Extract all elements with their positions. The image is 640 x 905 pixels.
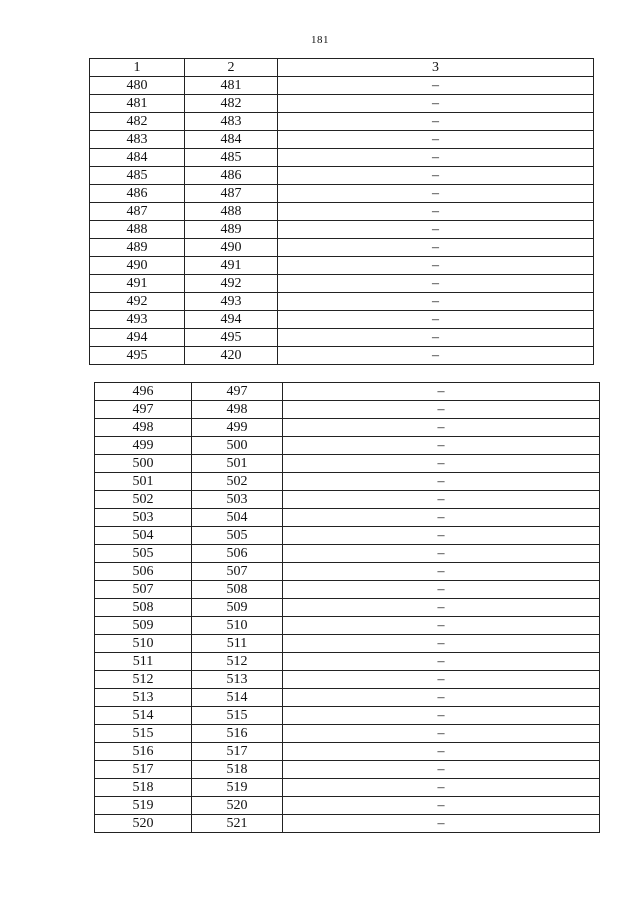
table-cell-col-3: – <box>283 599 600 617</box>
table-cell-col-3: – <box>278 95 594 113</box>
table-cell-col-2: 495 <box>185 329 278 347</box>
table-row <box>95 815 600 833</box>
table-cell-col-1: 490 <box>90 257 185 275</box>
table-row <box>95 725 600 743</box>
table-cell-col-1: 495 <box>90 347 185 365</box>
table-cell-col-2: 512 <box>192 653 283 671</box>
table-cell-col-1: 488 <box>90 221 185 239</box>
table-cell-col-3: – <box>278 293 594 311</box>
table-cell-col-1: 512 <box>95 671 192 689</box>
table-cell-col-3: – <box>283 743 600 761</box>
table-cell-col-2: 483 <box>185 113 278 131</box>
table-cell-col-3: – <box>283 545 600 563</box>
table-cell-col-1: 506 <box>95 563 192 581</box>
table-cell-col-2: 485 <box>185 149 278 167</box>
table-cell-col-3: – <box>283 671 600 689</box>
table-cell-col-2: 499 <box>192 419 283 437</box>
table-cell-col-2: 492 <box>185 275 278 293</box>
table-row <box>95 527 600 545</box>
table-cell-col-1: 498 <box>95 419 192 437</box>
table-cell-col-2: 502 <box>192 473 283 491</box>
table-cell-col-2: 493 <box>185 293 278 311</box>
table-cell-col-2: 497 <box>192 383 283 401</box>
table-cell-col-3: – <box>283 689 600 707</box>
table-cell-col-2: 520 <box>192 797 283 815</box>
table-cell-col-1: 505 <box>95 545 192 563</box>
table-row <box>95 761 600 779</box>
table-cell-col-2: 507 <box>192 563 283 581</box>
table-row <box>95 617 600 635</box>
table-cell-col-2: 484 <box>185 131 278 149</box>
table-row <box>95 635 600 653</box>
table-cell-col-3: – <box>278 149 594 167</box>
table-cell-col-1: 513 <box>95 689 192 707</box>
table-cell-col-3: – <box>283 437 600 455</box>
table-cell-col-2: 494 <box>185 311 278 329</box>
table-cell-col-3: – <box>283 725 600 743</box>
table-row <box>90 275 594 293</box>
table-cell-col-1: 486 <box>90 185 185 203</box>
table-row <box>90 221 594 239</box>
table-cell-col-2: 487 <box>185 185 278 203</box>
table-cell-col-1: 497 <box>95 401 192 419</box>
table-cell-col-2: 509 <box>192 599 283 617</box>
table-cell-col-1: 492 <box>90 293 185 311</box>
table-row <box>90 185 594 203</box>
table-cell-col-1: 496 <box>95 383 192 401</box>
table-cell-col-1: 503 <box>95 509 192 527</box>
table-cell-col-3: – <box>283 617 600 635</box>
table-cell-col-3: – <box>278 113 594 131</box>
table-cell-col-2: 510 <box>192 617 283 635</box>
table-cell-col-2: 521 <box>192 815 283 833</box>
table-cell-col-1: 520 <box>95 815 192 833</box>
table-cell-col-2: 516 <box>192 725 283 743</box>
table-cell-col-3: – <box>278 275 594 293</box>
table-row <box>90 239 594 257</box>
table-row <box>90 311 594 329</box>
table-row <box>95 653 600 671</box>
table-row <box>95 455 600 473</box>
table-row <box>95 797 600 815</box>
table-cell-col-3: – <box>283 653 600 671</box>
table-cell-col-3: – <box>283 815 600 833</box>
table-row <box>95 671 600 689</box>
table-cell-col-3: – <box>278 239 594 257</box>
table-row <box>90 77 594 95</box>
table-cell-col-3: – <box>283 401 600 419</box>
table-row <box>95 383 600 401</box>
table-cell-col-3: – <box>283 383 600 401</box>
table-row <box>95 707 600 725</box>
table-cell-col-2: 489 <box>185 221 278 239</box>
table-row <box>95 419 600 437</box>
table-cell-col-1: 509 <box>95 617 192 635</box>
table-cell-col-3: – <box>283 635 600 653</box>
table-cell-col-1: 502 <box>95 491 192 509</box>
table-bottom-body <box>95 383 600 833</box>
table-cell-col-2: 482 <box>185 95 278 113</box>
table-cell-col-2: 490 <box>185 239 278 257</box>
table-cell-col-2: 518 <box>192 761 283 779</box>
table-cell-col-1: 511 <box>95 653 192 671</box>
table-cell-col-1: 514 <box>95 707 192 725</box>
table-cell-col-3: – <box>283 419 600 437</box>
table-row <box>90 167 594 185</box>
table-header-row <box>90 59 594 77</box>
table-row <box>90 293 594 311</box>
table-cell-col-3: – <box>278 221 594 239</box>
table-row <box>95 581 600 599</box>
table-cell-col-1: 507 <box>95 581 192 599</box>
table-cell-col-3: – <box>278 167 594 185</box>
table-cell-col-3: – <box>278 203 594 221</box>
table-row <box>95 689 600 707</box>
table-cell-col-1: 510 <box>95 635 192 653</box>
table-cell-col-3: – <box>278 329 594 347</box>
table-row <box>95 743 600 761</box>
table-cell-col-3: – <box>278 131 594 149</box>
data-table-top <box>89 58 594 365</box>
table-cell-col-1: 516 <box>95 743 192 761</box>
table-cell-col-2: 506 <box>192 545 283 563</box>
table-cell-col-2: 519 <box>192 779 283 797</box>
table-row <box>95 509 600 527</box>
table-row <box>95 599 600 617</box>
table-row <box>95 491 600 509</box>
data-table-bottom <box>94 382 600 833</box>
table-cell-col-3: – <box>283 455 600 473</box>
table-cell-col-2: 508 <box>192 581 283 599</box>
table-cell-col-1: 504 <box>95 527 192 545</box>
table-cell-col-1: 489 <box>90 239 185 257</box>
table-cell-col-1: 485 <box>90 167 185 185</box>
table-cell-col-3: – <box>283 473 600 491</box>
table-row <box>95 563 600 581</box>
table-cell-col-3: – <box>283 707 600 725</box>
table-row <box>95 545 600 563</box>
table-cell-col-1: 491 <box>90 275 185 293</box>
table-row <box>90 113 594 131</box>
table-row <box>95 779 600 797</box>
table-row <box>95 437 600 455</box>
column-header-1: 1 <box>90 59 185 77</box>
column-header-2: 2 <box>185 59 278 77</box>
table-cell-col-2: 500 <box>192 437 283 455</box>
table-row <box>90 257 594 275</box>
table-row <box>95 473 600 491</box>
table-cell-col-3: – <box>278 77 594 95</box>
table-cell-col-3: – <box>283 779 600 797</box>
table-row <box>90 131 594 149</box>
table-cell-col-2: 514 <box>192 689 283 707</box>
table-cell-col-1: 500 <box>95 455 192 473</box>
table-cell-col-1: 493 <box>90 311 185 329</box>
table-cell-col-3: – <box>278 257 594 275</box>
table-cell-col-1: 480 <box>90 77 185 95</box>
table-cell-col-3: – <box>283 581 600 599</box>
table-cell-col-2: 501 <box>192 455 283 473</box>
table-cell-col-2: 503 <box>192 491 283 509</box>
table-row <box>90 347 594 365</box>
page-number: 181 <box>311 34 329 46</box>
table-cell-col-2: 517 <box>192 743 283 761</box>
table-cell-col-3: – <box>283 509 600 527</box>
table-cell-col-2: 498 <box>192 401 283 419</box>
table-cell-col-1: 482 <box>90 113 185 131</box>
table-cell-col-1: 515 <box>95 725 192 743</box>
table-cell-col-2: 481 <box>185 77 278 95</box>
table-cell-col-3: – <box>283 491 600 509</box>
table-cell-col-1: 501 <box>95 473 192 491</box>
table-cell-col-1: 519 <box>95 797 192 815</box>
table-cell-col-2: 491 <box>185 257 278 275</box>
table-cell-col-3: – <box>283 761 600 779</box>
table-cell-col-2: 513 <box>192 671 283 689</box>
table-cell-col-2: 505 <box>192 527 283 545</box>
table-cell-col-3: – <box>278 185 594 203</box>
table-cell-col-3: – <box>283 797 600 815</box>
table-cell-col-1: 487 <box>90 203 185 221</box>
table-row <box>90 203 594 221</box>
table-row <box>90 329 594 347</box>
table-cell-col-2: 504 <box>192 509 283 527</box>
table-cell-col-1: 517 <box>95 761 192 779</box>
table-cell-col-2: 420 <box>185 347 278 365</box>
table-cell-col-2: 511 <box>192 635 283 653</box>
table-cell-col-3: – <box>278 347 594 365</box>
table-cell-col-3: – <box>278 311 594 329</box>
table-cell-col-1: 499 <box>95 437 192 455</box>
table-row <box>95 401 600 419</box>
table-cell-col-1: 508 <box>95 599 192 617</box>
table-cell-col-1: 494 <box>90 329 185 347</box>
table-cell-col-2: 486 <box>185 167 278 185</box>
table-cell-col-2: 515 <box>192 707 283 725</box>
table-cell-col-3: – <box>283 527 600 545</box>
table-cell-col-2: 488 <box>185 203 278 221</box>
table-cell-col-1: 484 <box>90 149 185 167</box>
table-top-body <box>90 59 594 365</box>
table-cell-col-1: 481 <box>90 95 185 113</box>
column-header-3: 3 <box>278 59 594 77</box>
table-row <box>90 149 594 167</box>
table-cell-col-3: – <box>283 563 600 581</box>
table-cell-col-1: 518 <box>95 779 192 797</box>
table-row <box>90 95 594 113</box>
table-cell-col-1: 483 <box>90 131 185 149</box>
